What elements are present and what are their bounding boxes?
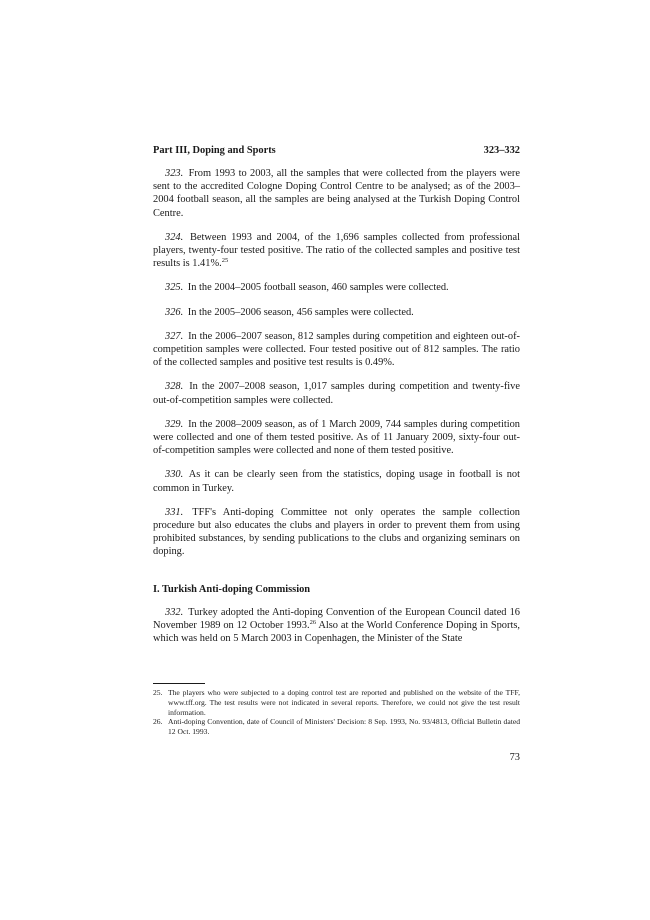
page-number: 73 — [509, 752, 520, 763]
paragraph-number: 328. — [165, 381, 184, 393]
paragraph-text-continued: Also at the World Conference Doping in Sports, which was held on 5 March 2003 in Copenhagen, the Minister of the State — [153, 619, 520, 645]
page-body — [153, 144, 520, 656]
paragraph-number: 325. — [165, 282, 184, 294]
paragraph-number: 331. — [165, 506, 184, 518]
paragraph-text: Turkey adopted the Anti-doping Convention of the European Council dated 16 November 1989 on 12 October 1993. — [153, 606, 520, 631]
paragraph-text: In the 2005–2006 season, 456 samples were collected. — [187, 306, 414, 318]
footnote-text: The players who were subjected to a doping control test are reported and published on the website of the TFF, www.tff.org. The test results were not indicated in several reports. Therefore, we could not give the test result information. — [168, 688, 520, 717]
footnote-ref-25: 25 — [221, 257, 229, 265]
paragraph-329 — [153, 418, 520, 458]
paragraph-number: 329. — [165, 418, 184, 430]
paragraph-number: 330. — [165, 469, 184, 481]
footnote-number: 26. — [153, 717, 163, 727]
paragraph-327 — [153, 330, 520, 370]
footnotes — [153, 688, 520, 737]
paragraph-323 — [153, 167, 520, 220]
paragraph-text: In the 2006–2007 season, 812 samples during competition and eighteen out-of-competition samples were collected. Four tested positive out of 812 samples. The ratio of the collected samples and positive test results is 0.49%. — [153, 330, 520, 369]
section-heading: I. Turkish Anti-doping Commission — [153, 583, 311, 595]
paragraph-number: 323. — [165, 168, 184, 179]
header-title: Part III, Doping and Sports — [153, 145, 276, 156]
footnote-25 — [153, 688, 520, 717]
header-paragraph-range: 323–332 — [483, 145, 520, 156]
paragraph-text: As it can be clearly seen from the statistics, doping usage in football is not common in Turkey. — [153, 469, 520, 494]
paragraph-text: TFF's Anti-doping Committee not only operates the sample collection procedure but also educates the clubs and players in order to prevent them from using prohibited substances, by sending publications to the clubs and organizing seminars on doping. — [153, 506, 520, 558]
paragraph-332 — [153, 606, 520, 646]
footnote-text: Anti-doping Convention, date of Council of Ministers' Decision: 8 Sep. 1993, No. 93/4813, Official Bulletin dated 12 Oct. 1993. — [168, 717, 520, 737]
paragraph-text: In the 2004–2005 football season, 460 samples were collected. — [187, 282, 449, 294]
paragraph-331 — [153, 506, 520, 559]
footnote-26 — [153, 717, 520, 737]
paragraph-328 — [153, 380, 520, 406]
running-header — [153, 144, 520, 157]
paragraph-324 — [153, 231, 520, 271]
paragraph-text: In the 2008–2009 season, as of 1 March 2009, 744 samples during competition were collected and one of them tested positive. As of 11 January 2009, sixty-four out-of-competition samples were collected and none of them tested positive. — [153, 418, 520, 457]
paragraph-330 — [153, 468, 520, 494]
footnote-number: 25. — [153, 688, 163, 697]
paragraph-text: From 1993 to 2003, all the samples that were collected from the players were sent to the accredited Cologne Doping Control Centre to be analysed; as of the 2003–2004 football season, all the samples are being analysed at the Turkish Doping Control Centre. — [153, 168, 520, 219]
paragraph-326 — [153, 306, 520, 319]
paragraph-number: 327. — [165, 330, 184, 342]
footnote-divider — [153, 683, 205, 684]
footnote-ref-26: 26 — [309, 618, 317, 626]
paragraph-text: Between 1993 and 2004, of the 1,696 samples collected from professional players, twenty-four tested positive. The ratio of the collected samples and positive test results is 1.41%. — [153, 231, 520, 270]
paragraph-325 — [153, 281, 520, 294]
paragraph-number: 324. — [165, 231, 184, 243]
paragraph-number: 332. — [165, 606, 184, 618]
paragraph-text: In the 2007–2008 season, 1,017 samples during competition and twenty-five out-of-competition samples were collected. — [153, 381, 520, 406]
paragraph-number: 326. — [165, 306, 184, 318]
